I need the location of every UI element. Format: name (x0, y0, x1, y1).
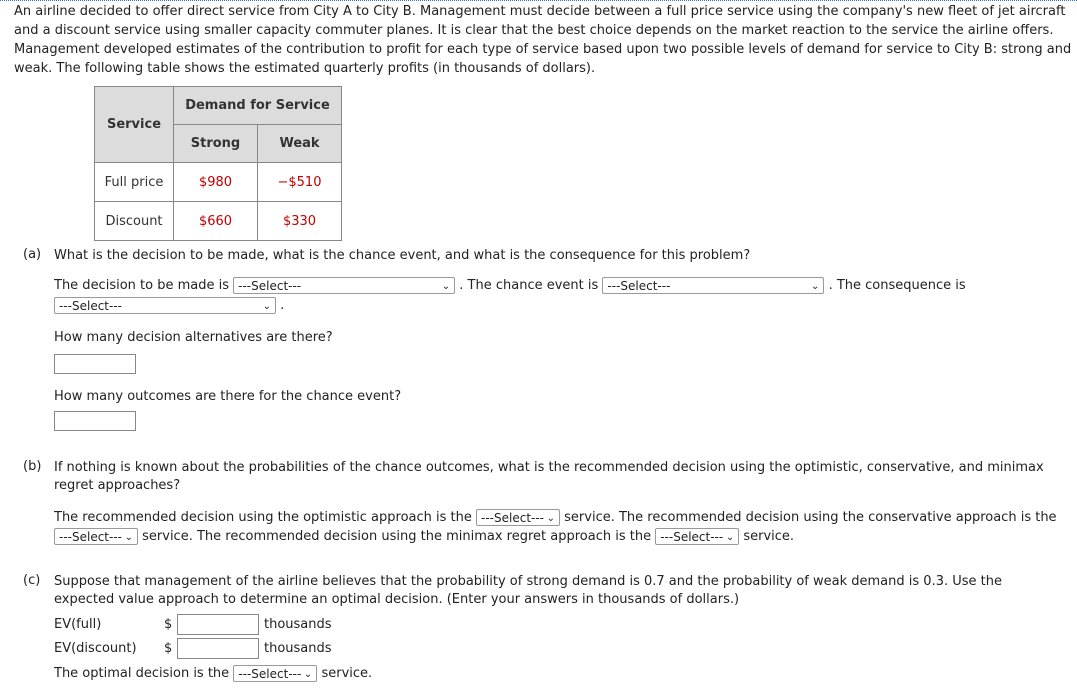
optimal-line (54, 664, 372, 683)
part-a-question: What is the decision to be made, what is the chance event, and what is the consequence for this problem? (54, 248, 751, 263)
part-b-label: (b) (23, 459, 42, 474)
chevron-down-icon: ⌄ (441, 281, 451, 292)
after-minimax-text: service. (743, 529, 795, 544)
cell-value: $980 (174, 163, 258, 202)
cell-value: $660 (174, 202, 258, 241)
currency-symbol: $ (164, 641, 173, 656)
ev-discount-label: EV(discount) (54, 641, 137, 656)
cell-value: −$510 (258, 163, 342, 202)
alternatives-input[interactable] (54, 354, 136, 374)
select-value: ---Select--- (238, 667, 302, 681)
after-optimistic-text: service. The recommended decision using the conservative approach is the (564, 510, 1057, 525)
optimal-text: The optimal decision is the (54, 666, 230, 681)
consequence-text: . The consequence is (828, 278, 966, 293)
select-value: ---Select--- (238, 279, 302, 293)
top-dotted-line (0, 0, 1077, 1)
problem-intro: An airline decided to offer direct service from City A to City B. Management must decide between a full price service using the company's new fleet of jet aircraft and a discount service using smaller capacity commuter planes. It is clear that the best choice depends on the market reaction to the service the airline offers. Management developed estimates of the contribution to profit for each type of service based upon two possible levels of demand for service to City B: strong and weak. The following table shows the estimated quarterly profits (in thousands of dollars). (14, 4, 1072, 76)
part-b-question: If nothing is known about the probabilities of the chance outcomes, what is the recommended decision using the optimistic, conservative, and minimax regret approaches? (54, 460, 1044, 493)
period: . (280, 298, 285, 313)
ev-discount-input[interactable] (177, 638, 259, 659)
chevron-down-icon: ⌄ (303, 669, 313, 680)
part-c-question: Suppose that management of the airline believes that the probability of strong demand is 0.7 and the probability of weak demand is 0.3. Use the expected value approach to determine an optimal decision. (Enter your answers in thousands of dollars.) (54, 574, 1002, 607)
ev-full-input[interactable] (177, 614, 259, 635)
select-value: ---Select--- (660, 530, 724, 544)
chevron-down-icon: ⌄ (725, 532, 735, 543)
minimax-select[interactable] (655, 528, 739, 545)
part-c-label: (c) (23, 573, 41, 588)
after-conservative-text: service. The recommended decision using the minimax regret approach is the (142, 529, 652, 544)
row-label: Discount (95, 202, 174, 241)
part-b-answers (54, 508, 1069, 546)
decision-text: The decision to be made is (54, 278, 229, 293)
row-label: Full price (95, 163, 174, 202)
payoff-table (94, 86, 342, 241)
optimistic-select[interactable] (476, 509, 560, 526)
alternatives-question: How many decision alternatives are there? (54, 330, 333, 345)
select-value: ---Select--- (481, 511, 545, 525)
chance-text: . The chance event is (459, 278, 599, 293)
currency-symbol: $ (164, 617, 173, 632)
service-header: Service (95, 87, 174, 163)
table-row (95, 163, 342, 202)
outcomes-input[interactable] (54, 411, 136, 431)
chevron-down-icon: ⌄ (124, 532, 133, 543)
chevron-down-icon: ⌄ (262, 301, 271, 312)
chevron-down-icon: ⌄ (811, 281, 820, 292)
optimistic-text: The recommended decision using the optimistic approach is the (54, 510, 472, 525)
chevron-down-icon: ⌄ (546, 513, 556, 524)
decision-line (54, 277, 966, 295)
weak-header: Weak (258, 125, 342, 163)
strong-header: Strong (174, 125, 258, 163)
part-a-label: (a) (23, 247, 42, 262)
unit-label: thousands (264, 617, 332, 632)
demand-header: Demand for Service (174, 87, 342, 125)
conservative-select[interactable] (54, 528, 138, 545)
consequence-select[interactable] (54, 297, 276, 314)
chance-select[interactable] (602, 277, 824, 294)
ev-full-label: EV(full) (54, 617, 102, 632)
cell-value: $330 (258, 202, 342, 241)
select-value: ---Select--- (59, 299, 122, 313)
table-row (95, 202, 342, 241)
select-value: ---Select--- (607, 279, 671, 293)
optimal-after-text: service. (321, 666, 373, 681)
decision-select[interactable] (233, 277, 455, 294)
unit-label: thousands (264, 641, 332, 656)
outcomes-question: How many outcomes are there for the chance event? (54, 389, 402, 404)
optimal-select[interactable] (233, 665, 317, 682)
consequence-line (54, 297, 284, 315)
select-value: ---Select--- (59, 530, 122, 544)
